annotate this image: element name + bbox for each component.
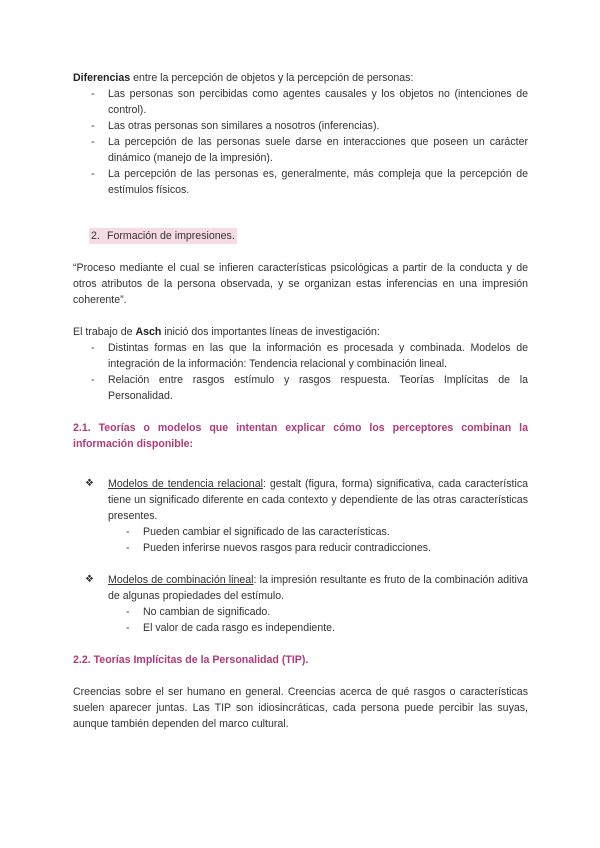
diamond-bullet-icon: ❖: [85, 574, 94, 585]
section-2-highlight: [89, 228, 237, 244]
model-relacional-sublist: [73, 524, 528, 556]
section-2-title: Formación de impresiones.: [107, 230, 235, 242]
section-2-2-heading: 2.2. Teorías Implícitas de la Personalidad (TIP).: [73, 654, 309, 666]
list-item: - Las personas son percibidas como agentes causales y los objetos no (intenciones de control).: [108, 86, 528, 118]
list-item: - Relación entre rasgos estímulo y rasgos respuesta. Teorías Implícitas de la Personalidad.: [108, 372, 528, 404]
asch-bold: Asch: [135, 326, 162, 338]
section-2-number: 2.: [91, 230, 100, 242]
model-name: Modelos de combinación lineal: [108, 574, 254, 586]
list-item: - El valor de cada rasgo es independiente.: [143, 620, 528, 636]
list-item: - La percepción de las personas es, generalmente, más compleja que la percepción de estímulos físicos.: [108, 166, 528, 198]
diferencias-rest: entre la percepción de objetos y la percepción de personas:: [130, 72, 414, 84]
section-2-1-heading: 2.1. Teorías o modelos que intentan explicar cómo los perceptores combinan la información disponible:: [73, 422, 528, 450]
diferencias-list: [73, 86, 528, 198]
model-name: Modelos de tendencia relacional: [108, 478, 263, 490]
definition-quote: “Proceso mediante el cual se infieren características psicológicas a partir de la conducta y de otros atributos de la persona observada, y se organizan estas inferencias en una impresión coherente”.: [73, 262, 528, 306]
diferencias-bold: Diferencias: [73, 72, 131, 84]
model-lineal-sublist: [73, 604, 528, 636]
asch-post: inició dos importantes líneas de investigación:: [161, 326, 380, 338]
document-page: [73, 70, 528, 732]
list-item: - Distintas formas en las que la información es procesada y combinada. Modelos de integración de la información: Tendencia relacional y combinación lineal.: [108, 340, 528, 372]
model-desc: : gestalt (figura, forma) significativa, cada característica tiene un significado diferente en cada contexto y dependiente de las otras características presentes.: [108, 478, 529, 522]
list-item: - La percepción de las personas suele darse en interacciones que poseen un carácter dinámico (manejo de la impresión).: [108, 134, 528, 166]
asch-pre: El trabajo de: [73, 326, 136, 338]
model-item-relacional: [73, 476, 528, 524]
list-item: - No cambian de significado.: [143, 604, 528, 620]
asch-intro: [73, 324, 528, 340]
asch-list: [73, 340, 528, 404]
diferencias-intro: [73, 70, 528, 86]
tip-paragraph: Creencias sobre el ser humano en general. Creencias acerca de qué rasgos o características suelen aparecer juntas. Las TIP son idiosincráticas, cada persona puede percibir las suyas, aunque también dependen del marco cultural.: [73, 686, 528, 730]
model-desc: : la impresión resultante es fruto de la combinación aditiva de algunas propiedades del estímulo.: [108, 574, 529, 602]
list-item: - Pueden inferirse nuevos rasgos para reducir contradicciones.: [143, 540, 528, 556]
model-item-lineal: [73, 572, 528, 604]
list-item: - Las otras personas son similares a nosotros (inferencias).: [108, 118, 528, 134]
list-item: - Pueden cambiar el significado de las características.: [143, 524, 528, 540]
section-2-heading: [73, 228, 528, 244]
diamond-bullet-icon: ❖: [85, 478, 94, 489]
